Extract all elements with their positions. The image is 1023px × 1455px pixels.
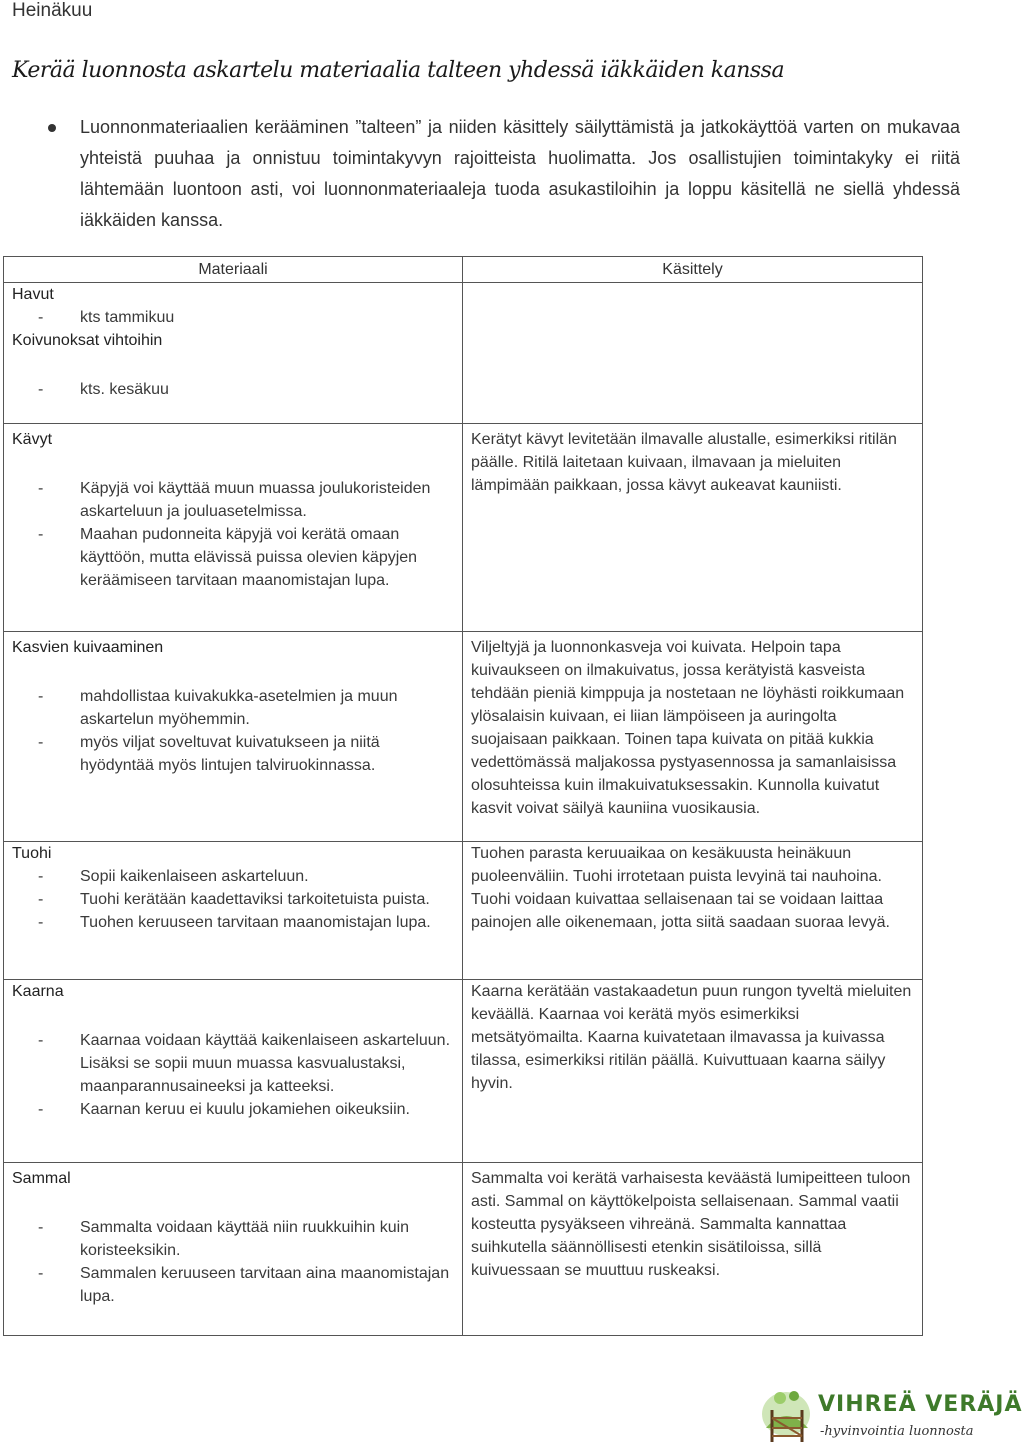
list-item: - Tuohen keruuseen tarvitaan maanomistajan lupa. [12, 911, 454, 934]
material-list [12, 1216, 454, 1308]
processing-cell-tuohi [463, 842, 923, 980]
table-row [4, 842, 923, 980]
intro-paragraph [46, 112, 960, 236]
list-item: - Tuohi kerätään kaadettaviksi tarkoitetuista puista. [12, 888, 454, 911]
table-row [4, 1163, 923, 1336]
table-row [4, 424, 923, 632]
table-header-row [4, 257, 923, 283]
material-list [12, 306, 454, 329]
material-cell-kavyt [4, 424, 463, 632]
header-material: Materiaali [4, 257, 463, 283]
material-cell-kasvit [4, 632, 463, 842]
material-list [12, 685, 454, 777]
material-label: Havut [12, 286, 54, 303]
processing-text: Kaarna kerätään vastakaadetun puun rungon tyveltä mieluiten keväällä. Kaarnaa voi kerätä myös esimerkiksi metsätyömailta. Kaarna kuivatetaan ilmavassa ja kuivassa tilassa, esimerkiksi ritilän päällä. Kuivuttuaan kaarna säilyy hyvin. [471, 983, 912, 1092]
gate-icon [756, 1384, 818, 1450]
material-label: Kaarna [12, 983, 64, 1000]
header-processing: Käsittely [463, 257, 923, 283]
materials-table [3, 256, 923, 1336]
processing-cell-kavyt [463, 424, 923, 632]
material-list [12, 477, 454, 592]
processing-cell-kasvit [463, 632, 923, 842]
list-item: - Maahan pudonneita käpyjä voi kerätä omaan käyttöön, mutta elävissä puissa olevien käpyjen keräämiseen tarvitaan maanomistajan lupa. [12, 523, 454, 592]
material-label: Koivunoksat vihtoihin [12, 332, 163, 349]
list-item: - Sammalta voidaan käyttää niin ruukkuihin kuin koristeeksikin. [12, 1216, 454, 1262]
table-row [4, 283, 923, 424]
processing-text: Sammalta voi kerätä varhaisesta keväästä lumipeitteen tuloon asti. Sammal on käyttökelpoista sellaisenaan. Sammal vaatii kosteutta pysyäkseen vihreänä. Sammalta kannattaa suihkutella säännöllisesti etenkin sisätiloissa, sillä kuivuessaan se muuttuu ruskeaksi. [471, 1170, 911, 1279]
list-item: - kts. kesäkuu [12, 378, 454, 401]
table-row [4, 980, 923, 1163]
logo-tagline: -hyvinvointia luonnosta [820, 1424, 974, 1439]
material-list [12, 378, 454, 401]
bullet-icon [48, 124, 56, 132]
material-label: Tuohi [12, 845, 52, 862]
processing-cell-kaarna [463, 980, 923, 1163]
material-cell-havut [4, 283, 463, 424]
processing-cell-sammal [463, 1163, 923, 1336]
list-item: - mahdollistaa kuivakukka-asetelmien ja muun askartelun myöhemmin. [12, 685, 454, 731]
table-row [4, 632, 923, 842]
material-label: Kävyt [12, 431, 53, 448]
material-cell-sammal [4, 1163, 463, 1336]
list-item: - Kaarnaa voidaan käyttää kaikenlaiseen askarteluun. Lisäksi se sopii muun muassa kasvualustaksi, maanparannusaineeksi ja katteeksi. [12, 1029, 454, 1098]
logo-name: VIHREÄ VERÄJÄ [818, 1392, 1023, 1417]
list-item: - Kaarnan keruu ei kuulu jokamiehen oikeuksiin. [12, 1098, 454, 1121]
material-list [12, 865, 454, 934]
material-label: Sammal [12, 1170, 71, 1187]
page-month-heading: Heinäkuu [12, 0, 93, 21]
vihrea-veraja-logo [756, 1384, 1023, 1450]
processing-text: Kerätyt kävyt levitetään ilmavalle alustalle, esimerkiksi ritilän päälle. Ritilä laitetaan kuivaan, ilmavaan ja mieluiten lämpimään paikkaan, jossa kävyt aukeavat kauniisti. [471, 431, 897, 494]
list-item: - Sammalen keruuseen tarvitaan aina maanomistajan lupa. [12, 1262, 454, 1308]
list-item: - Käpyjä voi käyttää muun muassa joulukoristeiden askarteluun ja jouluasetelmissa. [12, 477, 454, 523]
processing-text: Viljeltyjä ja luonnonkasveja voi kuivata. Helpoin tapa kuivaukseen on ilmakuivatus, jossa kerätyistä kasveista tehdään pieniä kimppuja ja nostetaan ne löyhästi roikkumaan ylösalaisin kuivaan, ei liian lämpöiseen ja auringolta suojaisaan paikkaan. Toinen tapa kuivata on pitää kukkia vedettömässä maljakossa pystyasennossa ja samanlaisissa olosuhteissa kuin ilmakuivatuksessakin. Kunnolla kuivatut kasvit voivat säilyä kauniina vuosikausia. [471, 639, 905, 817]
page-subtitle: Kerää luonnosta askartelu materiaalia talteen yhdessä iäkkäiden kanssa [12, 58, 785, 83]
processing-cell-havut [463, 283, 923, 424]
list-item: - Sopii kaikenlaiseen askarteluun. [12, 865, 454, 888]
intro-text: Luonnonmateriaalien kerääminen ”talteen” ja niiden käsittely säilyttämistä ja jatkokäyttöä varten on mukavaa yhteistä puuhaa ja onnistuu toimintakyvyn rajoitteista huolimatta. Jos osallistujien toimintakyky ei riitä lähtemään luontoon asti, voi luonnonmateriaaleja tuoda asukastiloihin ja loppu käsitellä ne siellä yhdessä iäkkäiden kanssa. [80, 117, 960, 230]
material-cell-tuohi [4, 842, 463, 980]
material-label: Kasvien kuivaaminen [12, 639, 164, 656]
material-list [12, 1029, 454, 1121]
list-item: - kts tammikuu [12, 306, 454, 329]
processing-text: Tuohen parasta keruuaikaa on kesäkuusta heinäkuun puoleenväliin. Tuohi irrotetaan puista levyinä tai nauhoina. Tuohi voidaan kuivattaa sellaisenaan tai se voidaan laittaa painojen alle oikenemaan, jotta siitä saadaan suoraa levyä. [471, 845, 890, 931]
list-item: - myös viljat soveltuvat kuivatukseen ja niitä hyödyntää myös lintujen talviruokinnassa. [12, 731, 454, 777]
material-cell-kaarna [4, 980, 463, 1163]
